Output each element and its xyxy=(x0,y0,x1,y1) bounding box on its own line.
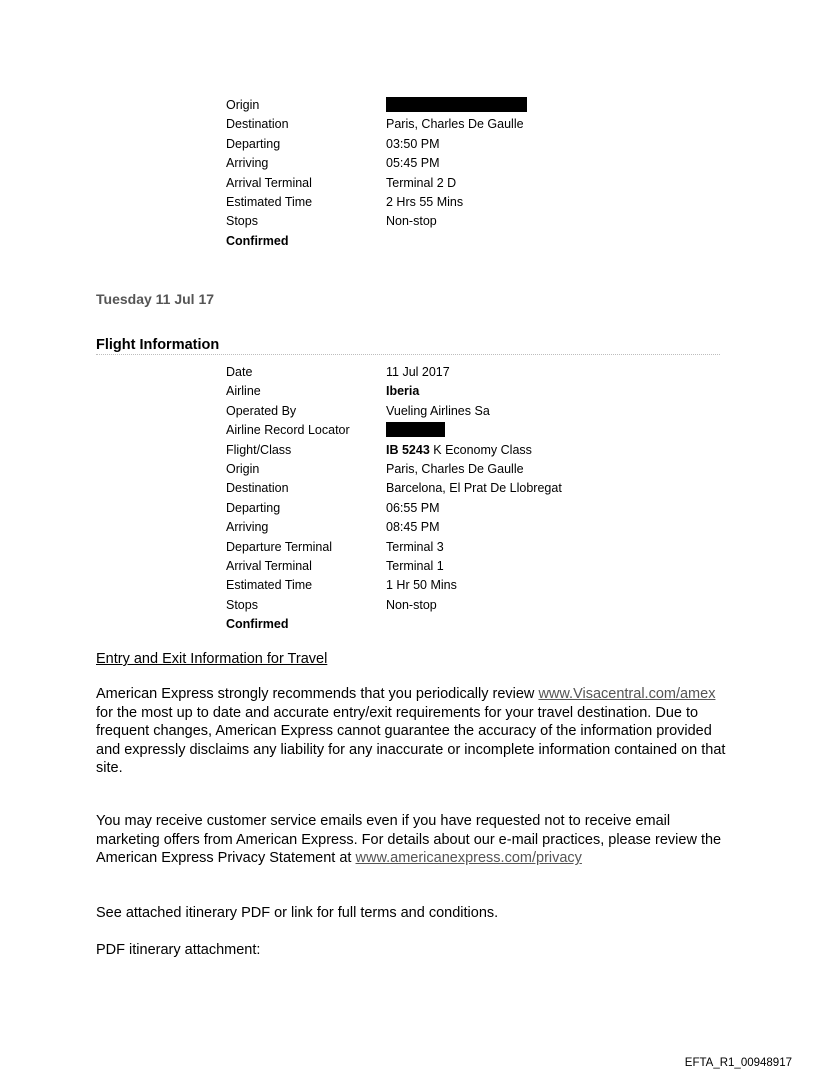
date-value: 11 Jul 2017 xyxy=(386,365,450,379)
airline-label: Airline xyxy=(226,384,261,399)
redaction-bar xyxy=(386,97,527,112)
flight-class-value xyxy=(386,441,532,460)
flight-information-title: Flight Information xyxy=(96,337,720,355)
estimated-time-label: Estimated Time xyxy=(226,578,313,593)
origin-label: Origin xyxy=(226,98,260,112)
estimated-time-label: Estimated Time xyxy=(226,194,313,209)
record-locator-label: Airline Record Locator xyxy=(226,423,350,438)
privacy-paragraph xyxy=(96,812,736,868)
airline-value: Iberia xyxy=(386,384,420,399)
stops-label: Stops xyxy=(226,597,258,612)
redaction-bar xyxy=(386,422,445,437)
destination-label: Destination xyxy=(226,117,289,132)
origin-value-redacted xyxy=(386,96,527,115)
stops-value: Non-stop xyxy=(386,214,437,229)
destination-label: Destination xyxy=(226,481,289,496)
departing-value: 03:50 PM xyxy=(386,136,440,151)
privacy-text: You may receive customer service emails even if you have requested not to receive email marketing offers from American Express. For details about our e-mail practices, please review the American Express Privacy Statement at xyxy=(96,813,722,867)
status-confirmed: Confirmed xyxy=(226,617,289,632)
flight-number: IB 5243 xyxy=(386,442,430,457)
pdf-attachment-note: PDF itinerary attachment: xyxy=(96,942,261,958)
entry-exit-title: Entry and Exit Information for Travel xyxy=(96,651,328,667)
departure-terminal-label: Departure Terminal xyxy=(226,539,333,554)
flight-class-label: Flight/Class xyxy=(226,442,292,457)
operated-by-label: Operated By xyxy=(226,403,297,418)
entry-exit-text-start: American Express strongly recommends that you periodically review xyxy=(96,686,539,702)
day-heading: Tuesday 11 Jul 17 xyxy=(96,291,215,307)
arriving-value: 05:45 PM xyxy=(386,156,440,171)
document-id: EFTA_R1_00948917 xyxy=(684,1057,792,1069)
status-confirmed: Confirmed xyxy=(226,233,289,248)
arrival-terminal-label: Arrival Terminal xyxy=(226,558,312,573)
privacy-link[interactable]: www.americanexpress.com/privacy xyxy=(355,850,582,867)
operated-by-value: Vueling Airlines Sa xyxy=(386,403,490,418)
entry-exit-text-end: for the most up to date and accurate entry/exit requirements for your travel destination. Due to frequent changes, American Express cannot guarantee the accuracy of the information provided and expressly disclaims any liability for any inaccurate or incomplete information contained on that site. xyxy=(96,704,726,777)
arriving-label: Arriving xyxy=(226,520,269,535)
destination-value: Paris, Charles De Gaulle xyxy=(386,117,524,132)
flight-class: K Economy Class xyxy=(429,442,532,457)
departure-terminal-value: Terminal 3 xyxy=(386,539,444,554)
arriving-value: 08:45 PM xyxy=(386,520,440,535)
estimated-time-value: 2 Hrs 55 Mins xyxy=(386,194,464,209)
departing-value: 06:55 PM xyxy=(386,500,440,515)
visacentral-link[interactable]: www.Visacentral.com/amex xyxy=(538,686,716,702)
arrival-terminal-label: Arrival Terminal xyxy=(226,175,312,190)
stops-label: Stops xyxy=(226,214,258,229)
origin-label: Origin xyxy=(226,461,260,476)
airline-value-wrap xyxy=(386,382,419,401)
date-label: Date xyxy=(226,365,253,379)
entry-exit-paragraph xyxy=(96,685,736,778)
departing-label: Departing xyxy=(226,500,281,515)
departing-label: Departing xyxy=(226,136,281,151)
arrival-terminal-value: Terminal 2 D xyxy=(386,175,457,190)
estimated-time-value: 1 Hr 50 Mins xyxy=(386,578,457,593)
destination-value: Barcelona, El Prat De Llobregat xyxy=(386,481,562,496)
terms-note: See attached itinerary PDF or link for full terms and conditions. xyxy=(96,905,499,921)
origin-value: Paris, Charles De Gaulle xyxy=(386,461,524,476)
stops-value: Non-stop xyxy=(386,597,437,612)
arriving-label: Arriving xyxy=(226,156,269,171)
record-locator-redacted xyxy=(386,421,445,440)
arrival-terminal-value: Terminal 1 xyxy=(386,558,444,573)
